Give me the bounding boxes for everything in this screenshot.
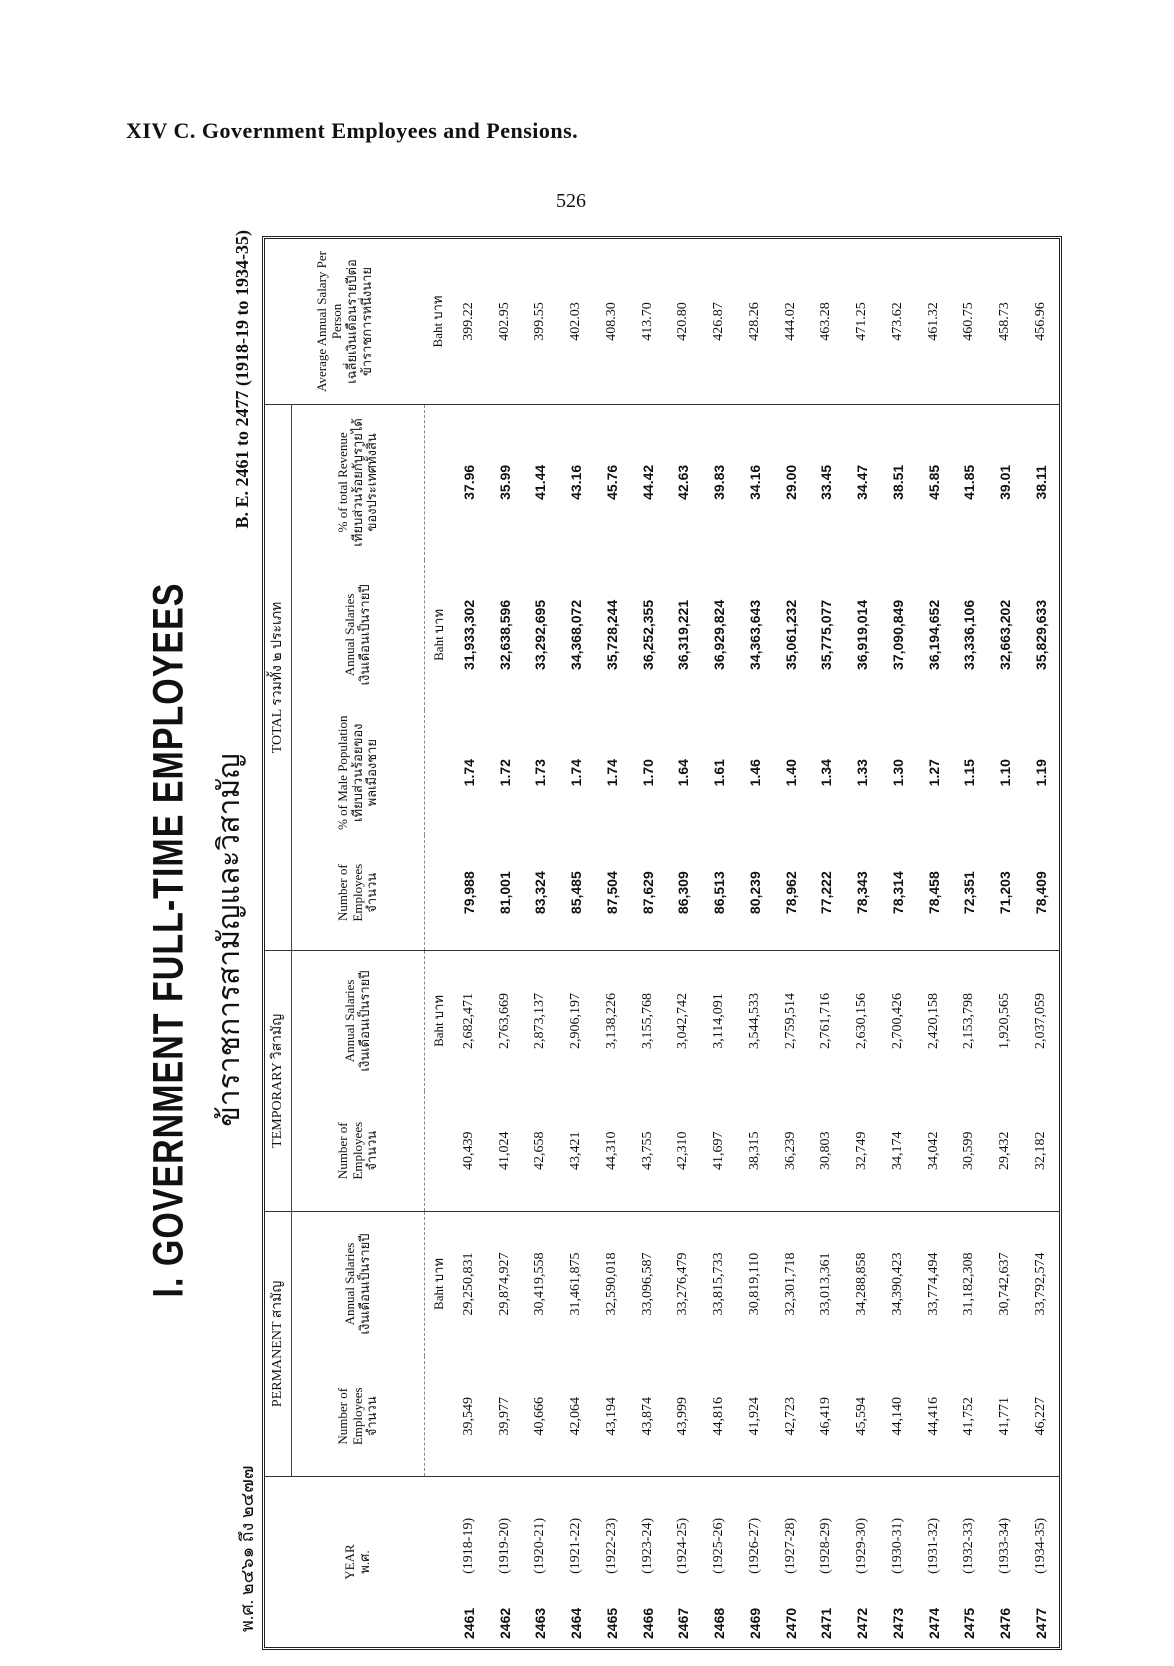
year-ce-cell: (1925-26)	[701, 1477, 737, 1577]
tot-pct-rev-cell: 41.85	[952, 404, 988, 559]
perm-sal-cell: 33,792,574	[1023, 1211, 1059, 1356]
tot-pct-rev-cell: 44.42	[630, 404, 666, 559]
perm-sal-cell: 33,096,587	[630, 1211, 666, 1356]
perm-sal-header-en: Annual Salaries	[342, 1242, 358, 1326]
tot-num-cell: 87,629	[639, 871, 656, 915]
table-title-block	[140, 230, 270, 1650]
perm-num-cell: 46,227	[1033, 1397, 1048, 1436]
year-be-cell: 2463	[532, 1607, 549, 1639]
tot-pct-male-cell: 1.27	[925, 759, 942, 787]
temp-num-cell: 40,439	[460, 1131, 476, 1170]
tot-sal-cell: 34,368,072	[568, 599, 585, 670]
tot-pct-rev-cell: 39.01	[987, 404, 1023, 559]
tot-num-cell: 79,988	[460, 871, 477, 915]
perm-num-header	[292, 1356, 425, 1476]
temp-num-cell: 34,042	[925, 1131, 941, 1170]
perm-num-cell: 44,416	[925, 1397, 941, 1436]
tot-sal-cell: 36,252,355	[639, 599, 656, 670]
tot-pct-rev-cell: 34.16	[737, 404, 773, 559]
year-ce-cell: (1920-21)	[523, 1477, 559, 1577]
avg-salary-header	[265, 239, 425, 404]
table-row	[666, 239, 702, 1647]
avg-sal-cell: 456.96	[1033, 302, 1048, 341]
perm-num-cell: 41,771	[997, 1397, 1013, 1436]
table-row	[880, 239, 916, 1647]
tot-pct-rev-cell: 39.83	[701, 404, 737, 559]
perm-sal-cell: 30,419,558	[523, 1211, 559, 1356]
avg-sal-cell: 408.30	[603, 302, 619, 341]
perm-num-cell: 45,594	[854, 1397, 870, 1436]
avg-sal-cell: 460.75	[961, 302, 977, 341]
table-row	[487, 239, 523, 1647]
avg-sal-cell: 471.25	[854, 302, 870, 341]
avg-sal-cell: 402.95	[496, 302, 512, 341]
year-ce-cell: (1933-34)	[987, 1477, 1023, 1577]
temp-num-cell: 38,315	[746, 1131, 762, 1170]
tot-num-cell: 78,409	[1033, 871, 1049, 915]
perm-sal-cell: 33,815,733	[701, 1211, 737, 1356]
tot-num-cell: 78,458	[925, 871, 942, 915]
tot-pct-rev-cell: 29.00	[773, 404, 809, 559]
avg-sal-cell: 413.70	[639, 302, 655, 341]
temp-num-cell: 34,174	[889, 1131, 905, 1170]
year-be-cell: 2477	[1033, 1607, 1049, 1639]
tot-pct-rev-cell: 34.47	[844, 404, 880, 559]
tot-sal-cell: 36,319,221	[675, 599, 692, 670]
temp-num-cell: 41,697	[711, 1131, 727, 1170]
tot-sal-cell: 36,194,652	[925, 599, 942, 670]
tot-num-cell: 78,343	[854, 871, 871, 915]
temp-num-header	[292, 1091, 425, 1211]
temp-sal-cell: 3,544,533	[737, 951, 773, 1091]
perm-sal-cell: 30,742,637	[987, 1211, 1023, 1356]
table-row	[952, 239, 988, 1647]
tot-num-cell: 71,203	[997, 871, 1014, 915]
tot-sal-cell: 35,829,633	[1033, 599, 1049, 670]
perm-num-cell: 39,549	[460, 1397, 476, 1436]
table-row	[844, 239, 880, 1647]
year-be-cell: 2472	[854, 1607, 871, 1639]
year-be-cell: 2464	[568, 1607, 585, 1639]
year-ce-cell: (1922-23)	[594, 1477, 630, 1577]
table-row	[809, 239, 845, 1647]
temp-num-cell: 41,024	[496, 1131, 512, 1170]
tot-sal-header	[292, 560, 425, 710]
temp-sal-header-en: Annual Salaries	[342, 979, 358, 1063]
employees-table	[265, 239, 1059, 1647]
tot-pct-male-cell: 1.70	[639, 759, 656, 787]
tot-num-cell: 85,485	[568, 871, 585, 915]
perm-sal-cell: 33,774,494	[916, 1211, 952, 1356]
year-ce-cell: (1931-32)	[916, 1477, 952, 1577]
tot-pct-male-cell: 1.73	[532, 759, 549, 787]
avg-sal-cell: 402.03	[568, 302, 584, 341]
tot-pct-male-cell: 1.30	[889, 759, 906, 787]
temp-num-header-en: Number of Employees	[334, 1121, 365, 1180]
tot-pct-rev-header-th: เทียบส่วนร้อยกับรายได้ของประเทศทั้งสิ้น	[349, 418, 380, 547]
temp-sal-unit: Baht บาท	[425, 951, 452, 1091]
year-ce-cell: (1923-24)	[630, 1477, 666, 1577]
avg-sal-cell: 444.02	[782, 302, 798, 341]
temp-num-cell: 30,599	[961, 1131, 977, 1170]
perm-num-cell: 42,064	[568, 1397, 584, 1436]
page-number: 526	[556, 190, 586, 212]
tot-num-cell: 78,962	[782, 871, 799, 915]
permanent-group-header: PERMANENT สามัญ	[265, 1211, 292, 1477]
temp-sal-cell: 3,114,091	[701, 951, 737, 1091]
temp-sal-cell: 3,042,742	[666, 951, 702, 1091]
year-header-en: YEAR	[342, 1544, 358, 1580]
unit-blank	[425, 404, 452, 559]
year-be-cell: 2470	[782, 1607, 799, 1639]
temp-sal-cell: 2,873,137	[523, 951, 559, 1091]
perm-sal-unit: Baht บาท	[425, 1211, 452, 1356]
year-ce-cell: (1926-27)	[737, 1477, 773, 1577]
tot-num-cell: 86,309	[675, 871, 692, 915]
table-row	[451, 239, 487, 1647]
year-ce-cell: (1928-29)	[809, 1477, 845, 1577]
perm-sal-header-th: เงินเดือนเป็นรายปี	[357, 1233, 372, 1335]
tot-sal-cell: 32,663,202	[997, 599, 1014, 670]
tot-sal-cell: 32,638,596	[496, 599, 513, 670]
tot-sal-cell: 34,363,643	[746, 599, 763, 670]
table-row	[594, 239, 630, 1647]
tot-pct-male-cell: 1.10	[997, 759, 1014, 787]
table-row	[737, 239, 773, 1647]
table-row	[523, 239, 559, 1647]
avg-sal-cell: 473.62	[889, 302, 905, 341]
year-header	[265, 1477, 451, 1647]
tot-num-cell: 83,324	[532, 871, 549, 915]
tot-pct-male-cell: 1.34	[818, 759, 835, 787]
temp-sal-cell: 2,906,197	[558, 951, 594, 1091]
temp-sal-cell: 2,037,059	[1023, 951, 1059, 1091]
temp-sal-cell: 2,759,514	[773, 951, 809, 1091]
temp-sal-header-th: เงินเดือนเป็นรายปี	[357, 970, 372, 1072]
tot-sal-cell: 37,090,849	[889, 599, 906, 670]
tot-num-cell: 80,239	[746, 871, 763, 915]
temp-num-cell: 36,239	[782, 1131, 798, 1170]
thai-year-range: พ.ศ. ๒๔๖๑ ถึง ๒๔๗๗	[237, 1465, 257, 1632]
year-be-cell: 2474	[925, 1607, 942, 1639]
tot-pct-rev-cell: 45.76	[594, 404, 630, 559]
tot-sal-cell: 36,929,824	[711, 599, 728, 670]
tot-pct-rev-cell: 35.99	[487, 404, 523, 559]
perm-num-cell: 41,924	[746, 1397, 762, 1436]
perm-sal-cell: 33,276,479	[666, 1211, 702, 1356]
tot-sal-cell: 35,061,232	[782, 599, 799, 670]
perm-num-cell: 43,874	[639, 1397, 655, 1436]
tot-pct-rev-cell: 38.11	[1023, 404, 1059, 559]
perm-num-header-en: Number of Employees	[334, 1387, 365, 1446]
perm-num-cell: 42,723	[782, 1397, 798, 1436]
year-ce-cell: (1932-33)	[952, 1477, 988, 1577]
avg-salary-header-en: Average Annual Salary Per Person	[313, 251, 344, 392]
temporary-group-header: TEMPORARY วิสามัญ	[265, 951, 292, 1212]
tot-pct-male-cell: 1.61	[711, 759, 728, 787]
perm-num-cell: 41,752	[961, 1397, 977, 1436]
year-be-cell: 2471	[818, 1607, 835, 1639]
perm-sal-cell: 33,013,361	[809, 1211, 845, 1356]
tot-sal-header-en: Annual Salaries	[342, 593, 358, 677]
tot-pct-male-cell: 1.19	[1033, 759, 1049, 787]
perm-num-cell: 43,194	[603, 1397, 619, 1436]
tot-sal-cell: 35,775,077	[818, 599, 835, 670]
perm-sal-cell: 34,288,858	[844, 1211, 880, 1356]
tot-pct-male-cell: 1.46	[746, 759, 763, 787]
tot-pct-male-cell: 1.40	[782, 759, 799, 787]
tot-pct-male-header	[292, 710, 425, 835]
year-ce-cell: (1927-28)	[773, 1477, 809, 1577]
table-title-thai: ข้าราชการสามัญและวิสามัญ	[213, 753, 246, 1127]
year-be-cell: 2473	[889, 1607, 906, 1639]
tot-pct-male-cell: 1.74	[568, 759, 585, 787]
temp-num-cell: 32,749	[854, 1131, 870, 1170]
avg-sal-cell: 399.22	[460, 302, 476, 341]
section-header: XIV C. Government Employees and Pensions.	[126, 118, 579, 143]
table-row	[630, 239, 666, 1647]
temp-num-cell: 42,310	[675, 1131, 691, 1170]
table-row	[1023, 239, 1059, 1647]
total-group-header: TOTAL รวมทั้ง ๒ ประเภท	[265, 404, 292, 950]
table-row	[558, 239, 594, 1647]
avg-sal-cell: 463.28	[818, 302, 834, 341]
temp-sal-cell: 1,920,565	[987, 951, 1023, 1091]
perm-sal-cell: 34,390,423	[880, 1211, 916, 1356]
tot-pct-rev-cell: 38.51	[880, 404, 916, 559]
temp-sal-header	[292, 951, 425, 1091]
temp-num-cell: 44,310	[603, 1131, 619, 1170]
tot-pct-male-cell: 1.72	[496, 759, 513, 787]
year-header-th: พ.ศ.	[357, 1550, 372, 1574]
year-be-cell: 2462	[496, 1607, 513, 1639]
year-range: B. E. 2461 to 2477 (1918-19 to 1934-35)	[232, 230, 252, 529]
year-ce-cell: (1929-30)	[844, 1477, 880, 1577]
year-be-cell: 2469	[746, 1607, 763, 1639]
temp-sal-cell: 2,761,716	[809, 951, 845, 1091]
tot-num-header-en: Number of Employees	[334, 863, 365, 922]
tot-num-cell: 81,001	[496, 871, 513, 915]
perm-num-cell: 44,816	[711, 1397, 727, 1436]
tot-pct-male-cell: 1.74	[460, 759, 477, 787]
temp-num-cell: 42,658	[532, 1131, 548, 1170]
perm-sal-cell: 31,461,875	[558, 1211, 594, 1356]
unit-blank	[425, 1091, 452, 1211]
table-row	[987, 239, 1023, 1647]
tot-pct-male-cell: 1.64	[675, 759, 692, 787]
unit-blank	[425, 710, 452, 835]
temp-num-header-th: จำนวน	[364, 1130, 380, 1171]
tot-num-cell: 72,351	[961, 871, 978, 915]
perm-num-cell: 44,140	[889, 1397, 905, 1436]
year-ce-cell: (1924-25)	[666, 1477, 702, 1577]
temp-sal-cell: 2,763,669	[487, 951, 523, 1091]
temp-sal-cell: 3,155,768	[630, 951, 666, 1091]
temp-num-cell: 30,803	[818, 1131, 834, 1170]
perm-num-cell: 43,999	[675, 1397, 691, 1436]
year-be-cell: 2476	[997, 1607, 1014, 1639]
year-be-cell: 2467	[675, 1607, 692, 1639]
rotated-table-page	[140, 230, 1070, 1650]
year-ce-cell: (1930-31)	[880, 1477, 916, 1577]
tot-pct-rev-cell: 45.85	[916, 404, 952, 559]
year-be-cell: 2468	[711, 1607, 728, 1639]
perm-sal-cell: 32,590,018	[594, 1211, 630, 1356]
tot-sal-cell: 35,728,244	[603, 599, 620, 670]
avg-salary-header-th: เฉลี่ยเงินเดือนรายปีต่อข้าราชการหนึ่งนาย	[343, 259, 374, 384]
avg-sal-cell: 461.32	[925, 302, 941, 341]
perm-sal-header	[292, 1211, 425, 1356]
year-ce-cell: (1918-19)	[451, 1477, 487, 1577]
table-body	[451, 239, 1059, 1647]
perm-sal-cell: 29,874,927	[487, 1211, 523, 1356]
temp-num-cell: 32,182	[1033, 1131, 1048, 1170]
avg-sal-cell: 399.55	[532, 302, 548, 341]
temp-sal-cell: 2,682,471	[451, 951, 487, 1091]
tot-pct-male-cell: 1.33	[854, 759, 871, 787]
temp-num-cell: 43,421	[568, 1131, 584, 1170]
unit-blank	[425, 1356, 452, 1476]
avg-sal-cell: 420.80	[675, 302, 691, 341]
employees-table-frame	[262, 236, 1062, 1650]
tot-pct-male-header-th: เทียบส่วนร้อยของพลเมืองชาย	[349, 723, 380, 822]
tot-pct-male-header-en: % of Male Population	[334, 715, 350, 830]
temp-sal-cell: 2,153,798	[952, 951, 988, 1091]
tot-pct-rev-cell: 42.63	[666, 404, 702, 559]
perm-sal-cell: 32,301,718	[773, 1211, 809, 1356]
tot-num-cell: 86,513	[711, 871, 728, 915]
table-row	[916, 239, 952, 1647]
tot-sal-cell: 33,336,106	[961, 599, 978, 670]
tot-num-header	[292, 835, 425, 950]
tot-pct-rev-header-en: % of total Revenue	[334, 432, 350, 533]
avg-sal-cell: 428.26	[746, 302, 762, 341]
year-ce-cell: (1919-20)	[487, 1477, 523, 1577]
temp-sal-cell: 2,420,158	[916, 951, 952, 1091]
perm-num-cell: 46,419	[818, 1397, 834, 1436]
temp-num-cell: 43,755	[639, 1131, 655, 1170]
avg-sal-unit: Baht บาท	[430, 295, 446, 348]
tot-pct-rev-header	[292, 404, 425, 559]
year-be-cell: 2466	[639, 1607, 656, 1639]
perm-sal-cell: 29,250,831	[451, 1211, 487, 1356]
perm-sal-cell: 30,819,110	[737, 1211, 773, 1356]
perm-num-cell: 39,977	[496, 1397, 512, 1436]
temp-sal-cell: 2,700,426	[880, 951, 916, 1091]
tot-sal-cell: 31,933,302	[460, 599, 477, 670]
temp-sal-cell: 2,630,156	[844, 951, 880, 1091]
tot-num-header-th: จำนวน	[364, 872, 380, 913]
tot-pct-rev-cell: 37.96	[451, 404, 487, 559]
table-title-english: I. GOVERNMENT FULL-TIME EMPLOYEES	[145, 582, 193, 1298]
tot-pct-male-cell: 1.74	[603, 759, 620, 787]
temp-num-cell: 29,432	[997, 1131, 1013, 1170]
tot-sal-header-th: เงินเดือนเป็นรายปี	[357, 584, 372, 686]
tot-sal-unit: Baht บาท	[430, 608, 446, 661]
tot-sal-cell: 33,292,695	[532, 599, 549, 670]
table-row	[773, 239, 809, 1647]
tot-num-cell: 87,504	[603, 871, 620, 915]
avg-sal-cell: 458.73	[997, 302, 1013, 341]
tot-sal-cell: 36,919,014	[854, 599, 871, 670]
tot-pct-male-cell: 1.15	[961, 759, 978, 787]
year-be-cell: 2475	[961, 1607, 978, 1639]
year-be-cell: 2461	[460, 1607, 477, 1639]
temp-sal-cell: 3,138,226	[594, 951, 630, 1091]
year-ce-cell: (1921-22)	[558, 1477, 594, 1577]
tot-num-cell: 78,314	[889, 871, 906, 915]
tot-num-cell: 77,222	[818, 871, 835, 915]
unit-blank	[425, 835, 452, 950]
perm-sal-cell: 31,182,308	[952, 1211, 988, 1356]
tot-pct-rev-cell: 33.45	[809, 404, 845, 559]
year-ce-cell: (1934-35)	[1023, 1477, 1059, 1577]
perm-num-cell: 40,666	[532, 1397, 548, 1436]
avg-sal-cell: 426.87	[711, 302, 727, 341]
table-row	[701, 239, 737, 1647]
perm-num-header-th: จำนวน	[364, 1396, 380, 1437]
tot-pct-rev-cell: 41.44	[523, 404, 559, 559]
tot-pct-rev-cell: 43.16	[558, 404, 594, 559]
year-be-cell: 2465	[603, 1607, 620, 1639]
